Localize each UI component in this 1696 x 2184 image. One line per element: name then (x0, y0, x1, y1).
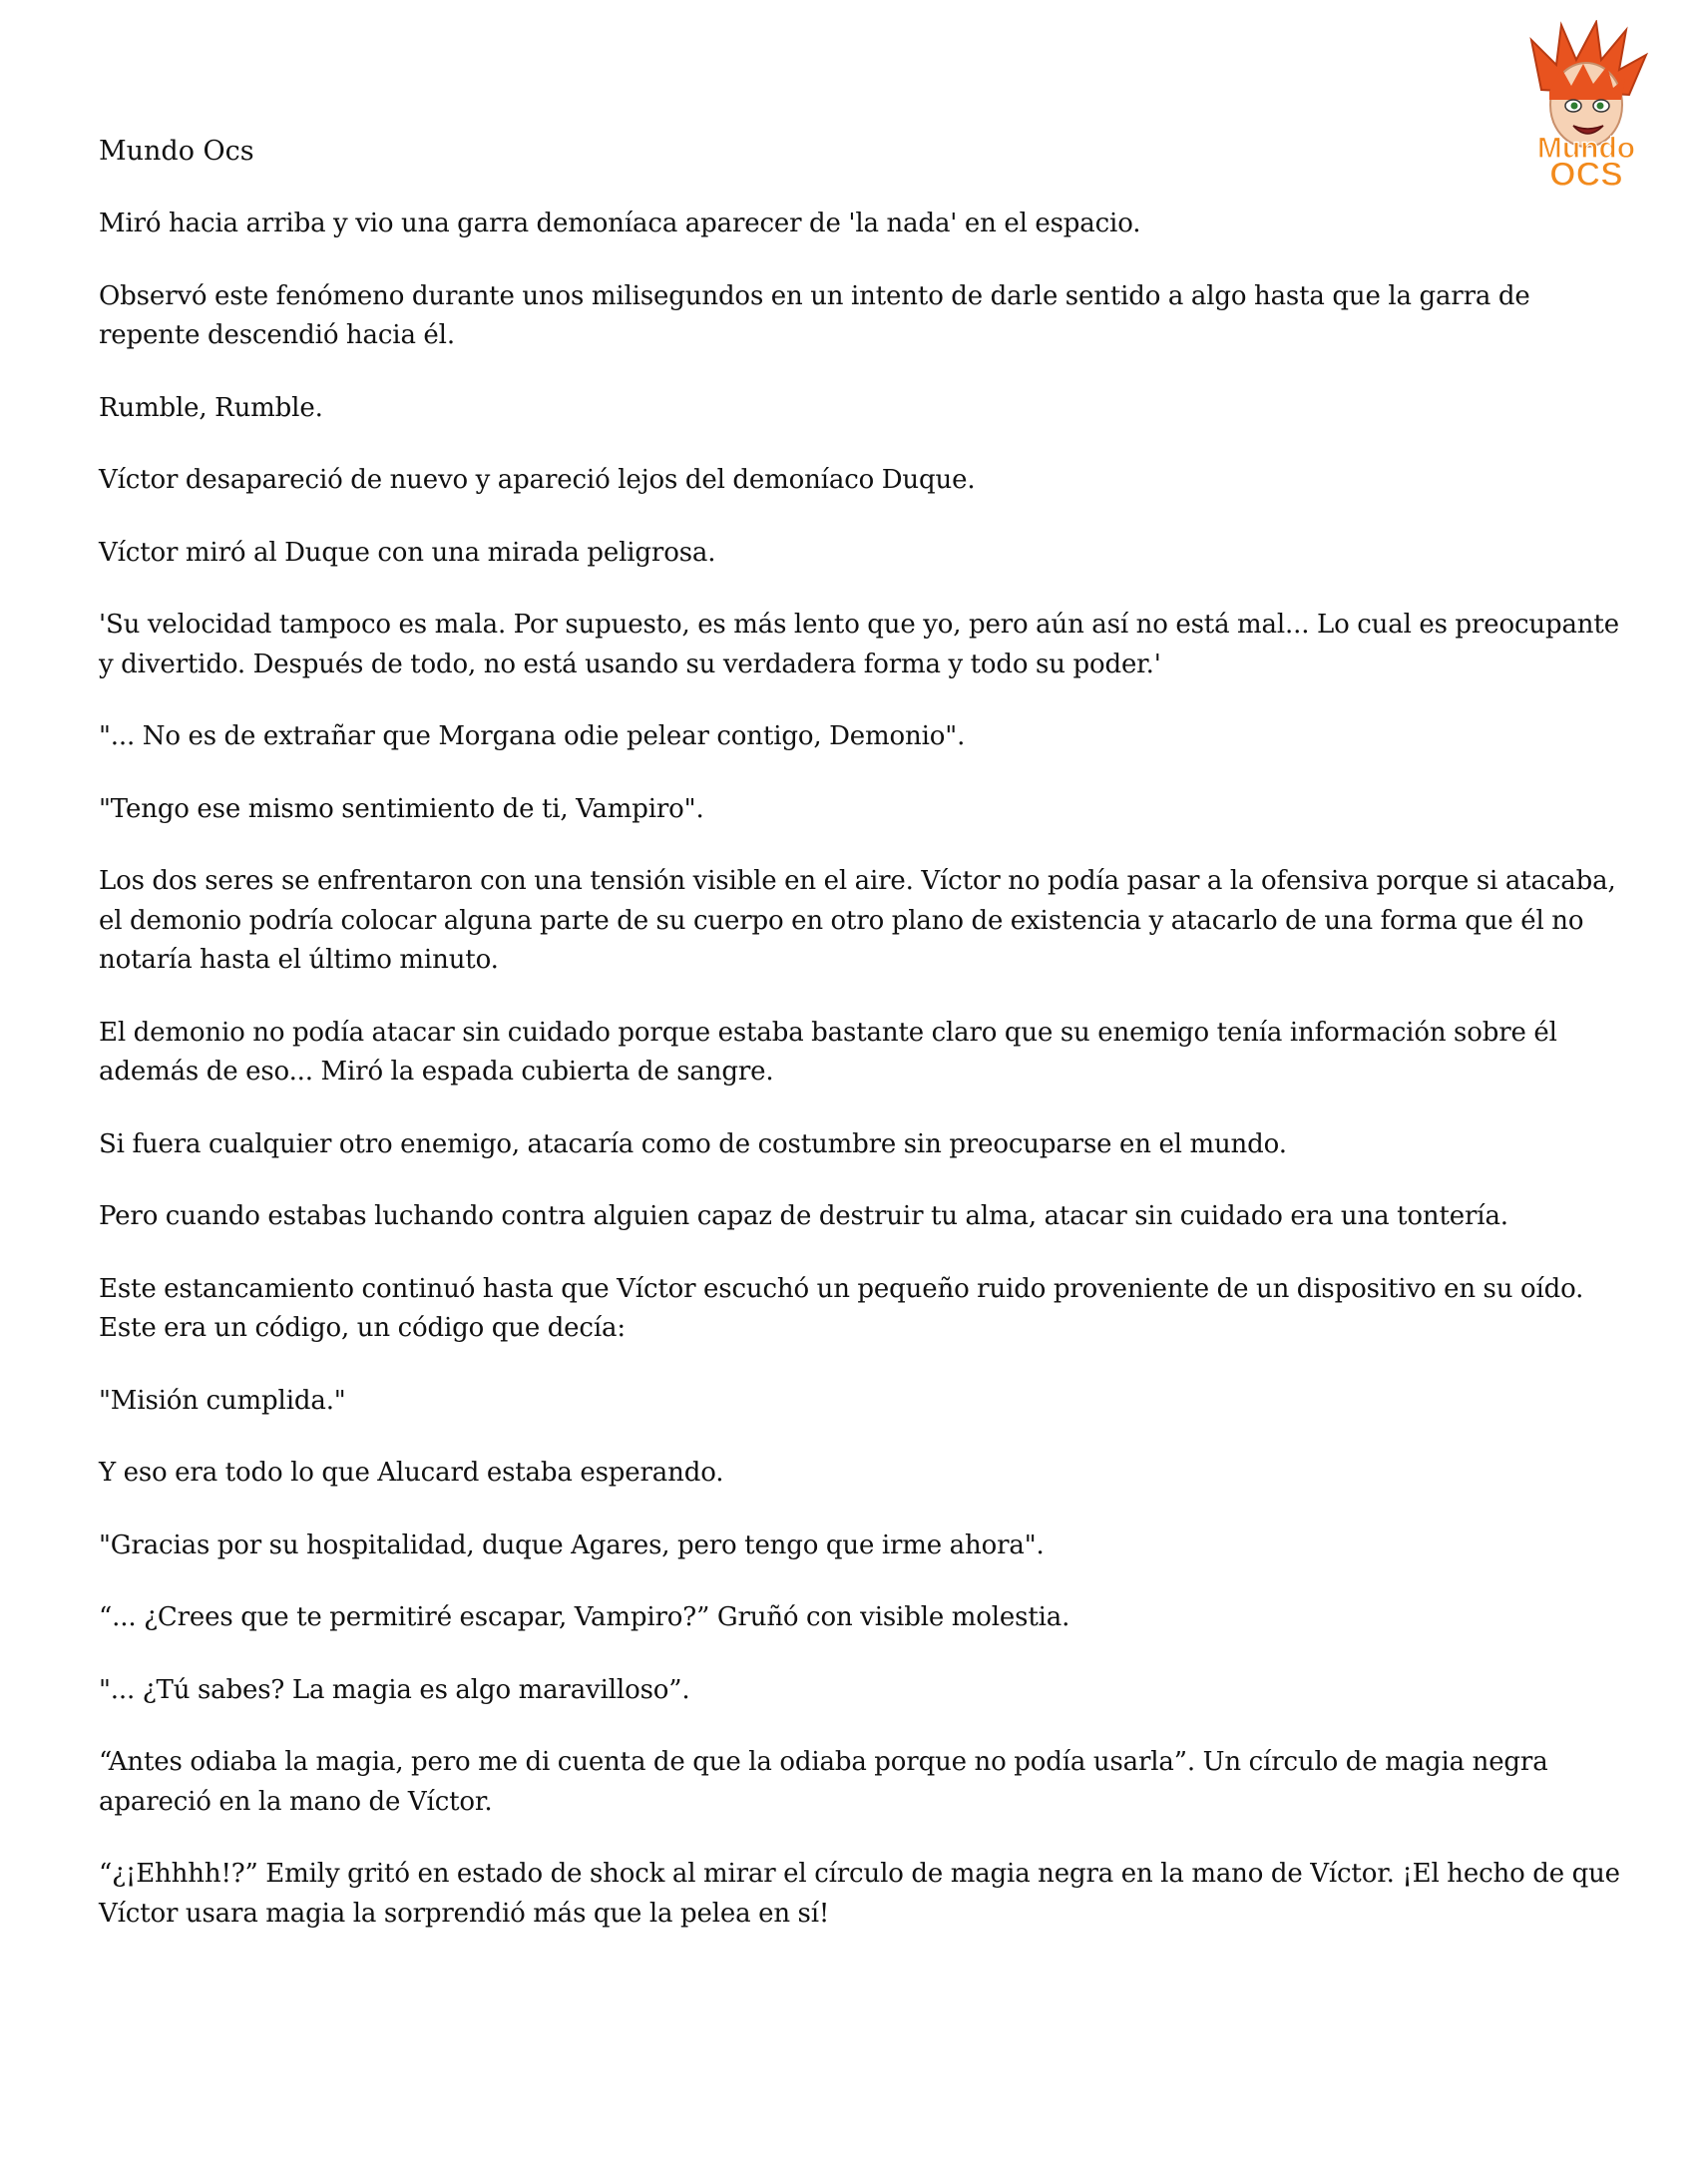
paragraph: "Tengo ese mismo sentimiento de ti, Vampiro". (99, 793, 704, 824)
paragraph: Y eso era todo lo que Alucard estaba esperando. (99, 1458, 724, 1488)
paragraph: Los dos seres se enfrentaron con una tensión visible en el aire. Víctor no podía pasar a la ofensiva porque si atacaba, el demonio podría colocar alguna parte de su cuerpo en otro plano de existencia y atacarlo de una forma que él no notaría hasta el último minuto. (99, 866, 1616, 975)
site-name-header: Mundo Ocs (99, 136, 254, 167)
paragraph: Víctor miró al Duque con una mirada peligrosa. (99, 537, 716, 568)
paragraph: “Antes odiaba la magia, pero me di cuenta de que la odiaba porque no podía usarla”. Un círculo de magia negra apareció en la mano de Víctor. (99, 1747, 1548, 1817)
paragraph: "Gracias por su hospitalidad, duque Agares, pero tengo que irme ahora". (99, 1529, 1045, 1560)
mundo-ocs-logo-graphic (1501, 20, 1671, 190)
paragraph: "... No es de extrañar que Morgana odie pelear contigo, Demonio". (99, 721, 966, 751)
paragraph: "Misión cumplida." (99, 1385, 346, 1416)
paragraph: Pero cuando estabas luchando contra alguien capaz de destruir tu alma, atacar sin cuidado era una tontería. (99, 1201, 1508, 1231)
story-body (99, 205, 1635, 1966)
paragraph: Rumble, Rumble. (99, 392, 323, 423)
paragraph: “... ¿Crees que te permitiré escapar, Vampiro?” Gruñó con visible molestia. (99, 1602, 1070, 1632)
logo-text-top: Mundo (1536, 132, 1636, 165)
paragraph: Observó este fenómeno durante unos milisegundos en un intento de darle sentido a algo hasta que la garra de repente descendió hacia él. (99, 280, 1530, 350)
mundo-ocs-logo (1501, 20, 1671, 190)
paragraph: El demonio no podía atacar sin cuidado porque estaba bastante claro que su enemigo tenía información sobre él además de eso... Miró la espada cubierta de sangre. (99, 1017, 1557, 1087)
paragraph: "... ¿Tú sabes? La magia es algo maravilloso”. (99, 1674, 690, 1705)
paragraph: Víctor desapareció de nuevo y apareció lejos del demoníaco Duque. (99, 465, 976, 495)
paragraph: Si fuera cualquier otro enemigo, atacaría como de costumbre sin preocuparse en el mundo. (99, 1128, 1287, 1159)
logo-text-bottom: OCS (1549, 156, 1623, 190)
paragraph: 'Su velocidad tampoco es mala. Por supuesto, es más lento que yo, pero aún así no está mal... Lo cual es preocupante y divertido. Después de todo, no está usando su verdadera forma y todo su poder.' (99, 610, 1619, 679)
paragraph: Miró hacia arriba y vio una garra demoníaca aparecer de 'la nada' en el espacio. (99, 209, 1141, 238)
paragraph: “¿¡Ehhhh!?” Emily gritó en estado de shock al mirar el círculo de magia negra en la mano de Víctor. ¡El hecho de que Víctor usara magia la sorprendió más que la pelea en sí! (99, 1859, 1620, 1929)
paragraph: Este estancamiento continuó hasta que Víctor escuchó un pequeño ruido proveniente de un dispositivo en su oído. Este era un código, un código que decía: (99, 1273, 1584, 1343)
